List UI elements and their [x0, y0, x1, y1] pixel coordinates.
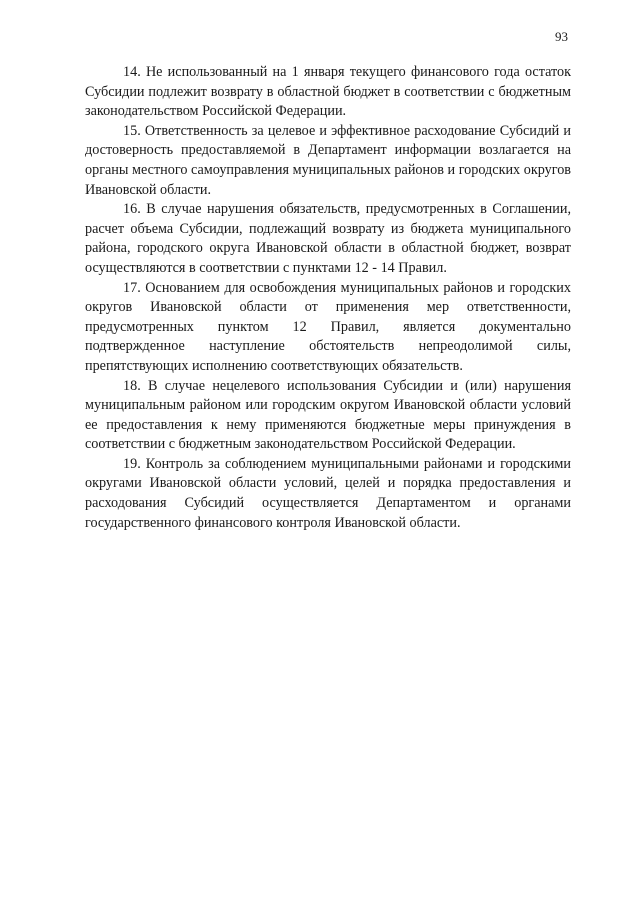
- paragraph-18: 18. В случае нецелевого использования Субсидии и (или) нарушения муниципальным районом или городским округом Ивановской области условий ее предоставления к нему применяются бюджетные меры принуждения в соответствии с бюджетным законодательством Российской Федерации.: [85, 377, 571, 453]
- paragraph-17: 17. Основанием для освобождения муниципальных районов и городских округов Ивановской области от применения мер ответственности, предусмотренных пунктом 12 Правил, является документально подтвержденное наступление обстоятельств непреодолимой силы, препятствующих исполнению соответствующих обязательств.: [85, 279, 571, 374]
- paragraph-15: 15. Ответственность за целевое и эффективное расходование Субсидий и достоверность предоставляемой в Департамент информации возлагается на органы местного самоуправления муниципальных районов и городских округов Ивановской области.: [85, 122, 571, 198]
- paragraph-16: 16. В случае нарушения обязательств, предусмотренных в Соглашении, расчет объема Субсидии, подлежащий возврату из бюджета муниципального района, городского округа Ивановской области в областной бюджет, возврат осуществляются в соответствии с пунктами 12 - 14 Правил.: [85, 201, 571, 276]
- document-body: [85, 63, 571, 533]
- paragraph-19: 19. Контроль за соблюдением муниципальными районами и городскими округами Ивановской области условий, целей и порядка предоставления и расходования Субсидий осуществляется Департаментом и органами государственного финансового контроля Ивановской области.: [85, 455, 571, 531]
- page-number: 93: [555, 29, 568, 44]
- paragraph-14: 14. Не использованный на 1 января текущего финансового года остаток Субсидии подлежит возврату в областной бюджет в соответствии с бюджетным законодательством Российской Федерации.: [85, 64, 571, 120]
